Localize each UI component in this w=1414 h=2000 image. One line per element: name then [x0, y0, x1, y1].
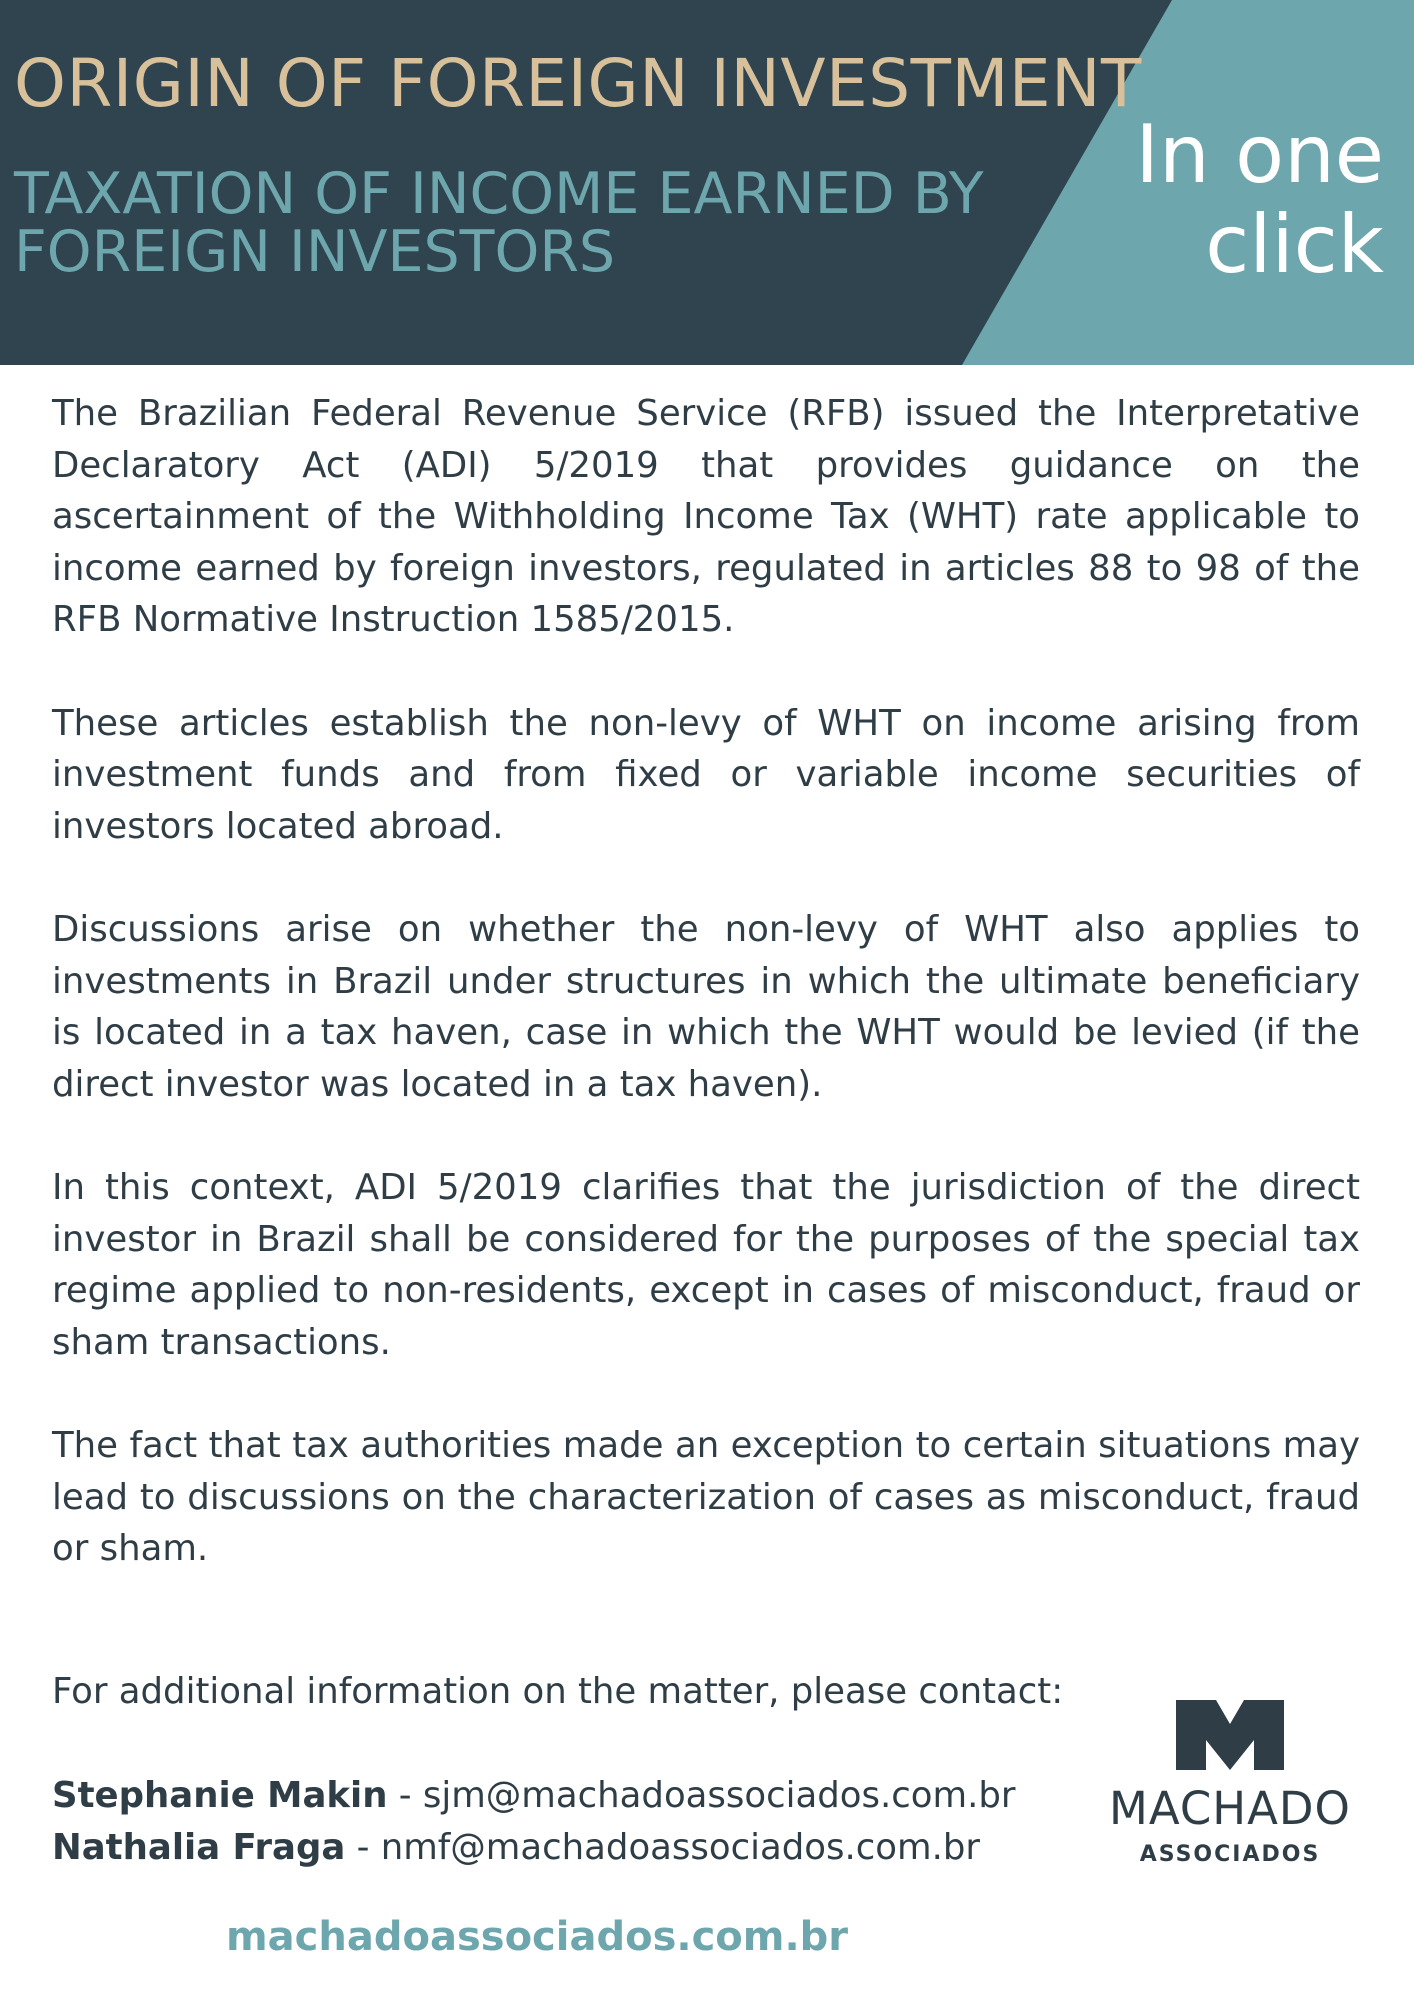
contact-name: Stephanie Makin: [52, 1775, 388, 1816]
contact-person: [52, 1822, 1102, 1874]
subtitle-line-2: FOREIGN INVESTORS: [14, 219, 616, 285]
paragraph-3: Discussions arise on whether the non-levy of WHT also applies to investments in Brazil under structures in which the ultimate beneficiary is located in a tax haven, case in which the WHT would be levied (if the direct investor was located in a tax haven).: [52, 909, 1360, 1105]
contact-name: Nathalia Fraga: [52, 1827, 346, 1868]
page-subtitle: [14, 161, 1014, 285]
page-title: ORIGIN OF FOREIGN INVESTMENT: [14, 45, 1142, 122]
contact-separator: -: [345, 1827, 381, 1868]
in-one-click-badge: [1084, 110, 1384, 290]
logo-subname: ASSOCIADOS: [1139, 1842, 1321, 1867]
contact-email-link[interactable]: nmf@machadoassociados.com.br: [380, 1827, 981, 1868]
website-link[interactable]: machadoassociados.com.br: [226, 1914, 849, 1960]
machado-m-icon: [1176, 1700, 1284, 1770]
paragraph-4: In this context, ADI 5/2019 clarifies that the jurisdiction of the direct investor in Brazil shall be considered for the purposes of the special tax regime applied to non-residents, except in cases of misconduct, fraud or sham transactions.: [52, 1167, 1360, 1363]
badge-line-1: In one: [1135, 108, 1384, 201]
contact-email-link[interactable]: sjm@machadoassociados.com.br: [422, 1775, 1016, 1816]
contact-person: [52, 1770, 1102, 1822]
logo-name: MACHADO: [1109, 1782, 1351, 1835]
subtitle-line-1: TAXATION OF INCOME EARNED BY: [14, 161, 984, 227]
header-banner: [0, 0, 1414, 365]
paragraph-5: The fact that tax authorities made an exception to certain situations may lead to discussions on the characterization of cases as misconduct, fraud or sham.: [52, 1425, 1360, 1569]
contact-separator: -: [387, 1775, 423, 1816]
contact-intro: For additional information on the matter, please contact:: [52, 1671, 1064, 1712]
article-body: [52, 388, 1360, 1627]
machado-logo: [1100, 1700, 1360, 1867]
contact-section: [52, 1666, 1102, 1874]
paragraph-1: The Brazilian Federal Revenue Service (RFB) issued the Interpretative Declaratory Act (ADI) 5/2019 that provides guidance on the ascertainment of the Withholding Income Tax (WHT) rate applicable to income earned by foreign investors, regulated in articles 88 to 98 of the RFB Normative Instruction 1585/2015.: [52, 393, 1360, 640]
paragraph-2: These articles establish the non-levy of WHT on income arising from investment funds and from fixed or variable income securities of investors located abroad.: [52, 702, 1360, 847]
badge-line-2: click: [1205, 198, 1384, 291]
